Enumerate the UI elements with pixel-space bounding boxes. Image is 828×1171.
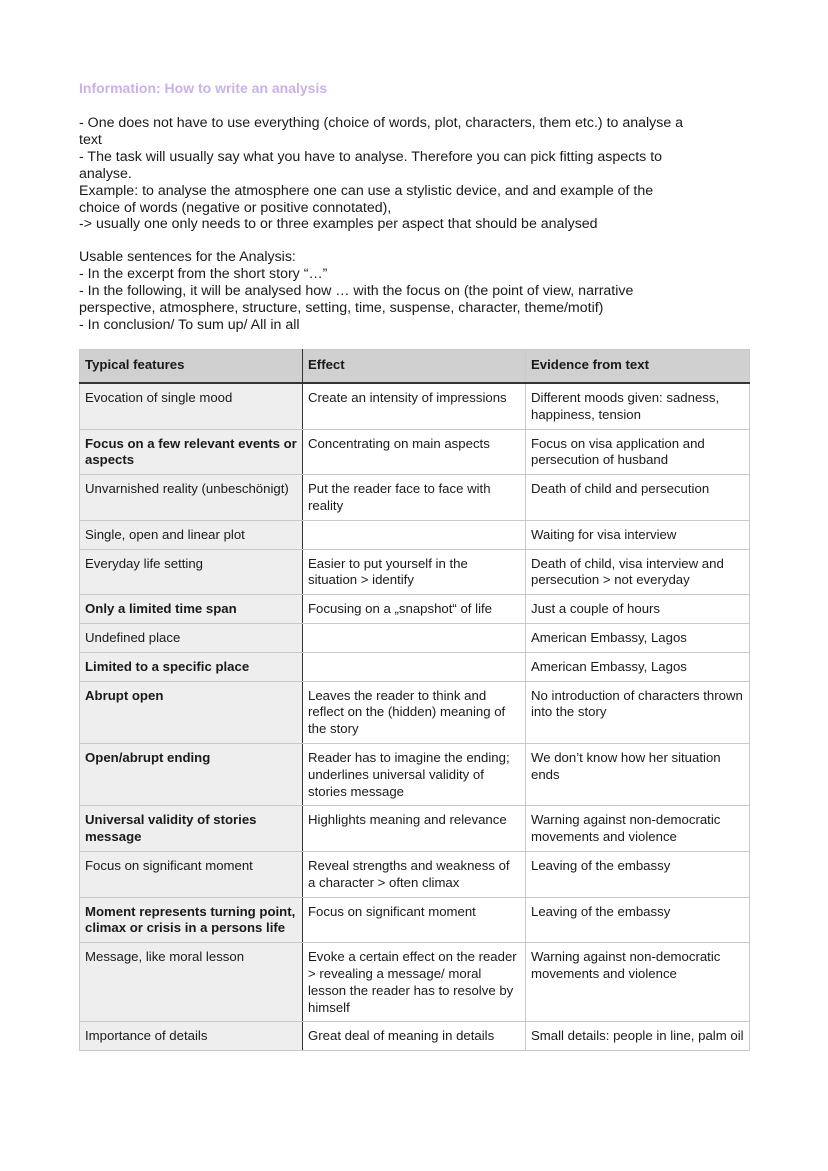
evidence-cell: Small details: people in line, palm oil [526, 1022, 750, 1051]
intro-line: - The task will usually say what you have to analyse. Therefore you can pick fitting aspects to [79, 148, 663, 165]
table-header-row [80, 350, 750, 384]
evidence-cell: No introduction of characters thrown into the story [526, 681, 750, 743]
evidence-cell: Waiting for visa interview [526, 520, 750, 549]
effect-cell: Great deal of meaning in details [303, 1022, 526, 1051]
table-row [80, 475, 750, 521]
intro-line: Example: to analyse the atmosphere one can use a stylistic device, and and example of the [79, 182, 654, 199]
intro-paragraph [79, 115, 749, 233]
effect-cell: Put the reader face to face with reality [303, 475, 526, 521]
effect-cell: Reveal strengths and weakness of a character > often climax [303, 851, 526, 897]
evidence-cell: American Embassy, Lagos [526, 623, 750, 652]
document-heading: Information: How to write an analysis [79, 80, 328, 96]
feature-cell: Focus on significant moment [80, 851, 303, 897]
table-row [80, 520, 750, 549]
intro-line: text [79, 131, 102, 148]
feature-cell: Evocation of single mood [80, 383, 303, 429]
effect-cell: Reader has to imagine the ending; underlines universal validity of stories message [303, 743, 526, 805]
table-row [80, 851, 750, 897]
feature-cell: Abrupt open [80, 681, 303, 743]
effect-cell: Highlights meaning and relevance [303, 806, 526, 852]
effect-cell: Easier to put yourself in the situation > identify [303, 549, 526, 595]
table-row [80, 743, 750, 805]
table-row [80, 595, 750, 624]
intro-line: - One does not have to use everything (choice of words, plot, characters, them etc.) to analyse a [79, 115, 684, 131]
usable-line: Usable sentences for the Analysis: [79, 249, 296, 266]
table-row [80, 623, 750, 652]
evidence-cell: Leaving of the embassy [526, 851, 750, 897]
feature-cell: Everyday life setting [80, 549, 303, 595]
intro-line: choice of words (negative or positive connotated), [79, 199, 392, 216]
feature-cell: Unvarnished reality (unbeschönigt) [80, 475, 303, 521]
feature-cell: Open/abrupt ending [80, 743, 303, 805]
evidence-cell: Just a couple of hours [526, 595, 750, 624]
effect-cell: Create an intensity of impressions [303, 383, 526, 429]
evidence-cell: We don’t know how her situation ends [526, 743, 750, 805]
feature-cell: Undefined place [80, 623, 303, 652]
feature-cell: Importance of details [80, 1022, 303, 1051]
features-table [79, 349, 750, 1051]
effect-cell: Evoke a certain effect on the reader > revealing a message/ moral lesson the reader has to resolve by himself [303, 943, 526, 1022]
feature-cell: Moment represents turning point, climax or crisis in a persons life [80, 897, 303, 943]
feature-cell: Single, open and linear plot [80, 520, 303, 549]
usable-sentences [79, 249, 749, 334]
usable-line: perspective, atmosphere, structure, setting, time, suspense, character, theme/motif) [79, 300, 604, 317]
usable-line: - In the following, it will be analysed how … with the focus on (the point of view, narrative [79, 283, 634, 300]
usable-line: - In the excerpt from the short story “…” [79, 266, 328, 283]
effect-cell: Focus on significant moment [303, 897, 526, 943]
intro-line: -> usually one only needs to or three examples per aspect that should be analysed [79, 216, 598, 233]
evidence-cell: Different moods given: sadness, happiness, tension [526, 383, 750, 429]
table-row [80, 681, 750, 743]
evidence-cell: Warning against non-democratic movements and violence [526, 943, 750, 1022]
effect-cell: Focusing on a „snapshot“ of life [303, 595, 526, 624]
feature-cell: Universal validity of stories message [80, 806, 303, 852]
effect-cell: Concentrating on main aspects [303, 429, 526, 475]
effect-cell [303, 652, 526, 681]
feature-cell: Only a limited time span [80, 595, 303, 624]
feature-cell: Limited to a specific place [80, 652, 303, 681]
effect-cell [303, 520, 526, 549]
effect-cell [303, 623, 526, 652]
table-row [80, 429, 750, 475]
table-row [80, 383, 750, 429]
header-evidence: Evidence from text [526, 350, 750, 384]
table-row [80, 549, 750, 595]
intro-text [79, 115, 749, 334]
effect-cell: Leaves the reader to think and reflect on the (hidden) meaning of the story [303, 681, 526, 743]
feature-cell: Message, like moral lesson [80, 943, 303, 1022]
evidence-cell: Death of child and persecution [526, 475, 750, 521]
usable-line: - In conclusion/ To sum up/ All in all [79, 316, 300, 333]
intro-line: analyse. [79, 165, 132, 182]
evidence-cell: Death of child, visa interview and persecution > not everyday [526, 549, 750, 595]
evidence-cell: Leaving of the embassy [526, 897, 750, 943]
table-row [80, 652, 750, 681]
feature-cell: Focus on a few relevant events or aspects [80, 429, 303, 475]
header-typical-features: Typical features [80, 350, 303, 384]
table-row [80, 897, 750, 943]
evidence-cell: Warning against non-democratic movements and violence [526, 806, 750, 852]
evidence-cell: Focus on visa application and persecution of husband [526, 429, 750, 475]
header-effect: Effect [303, 350, 526, 384]
evidence-cell: American Embassy, Lagos [526, 652, 750, 681]
table-row [80, 1022, 750, 1051]
table-row [80, 806, 750, 852]
table-row [80, 943, 750, 1022]
